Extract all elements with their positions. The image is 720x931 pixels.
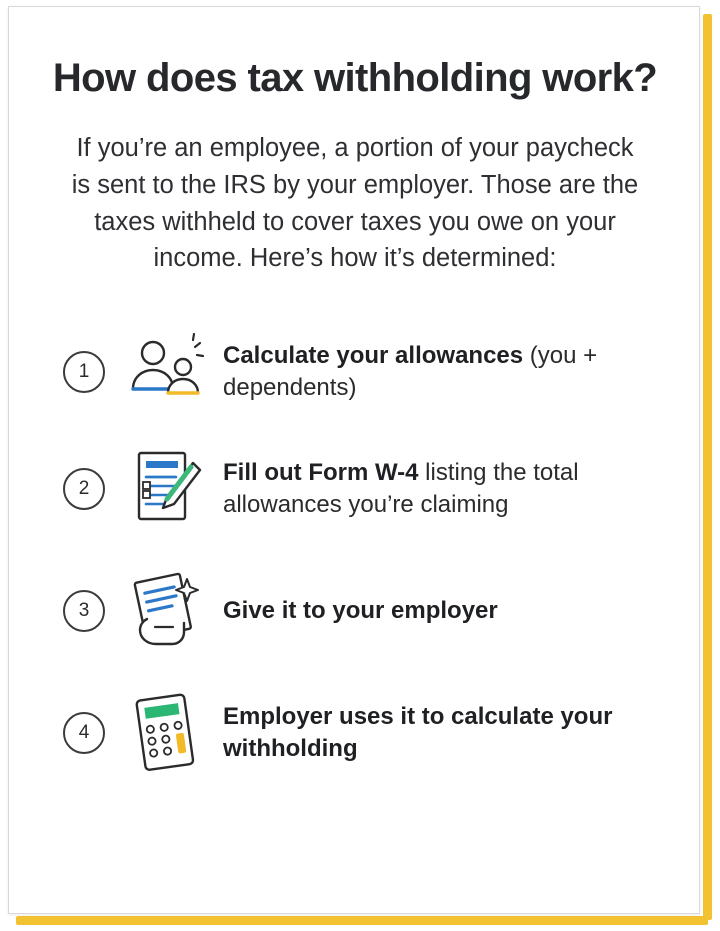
page-edge-accent-bottom	[16, 916, 708, 925]
page-edge-accent-right	[703, 14, 712, 920]
step-text	[223, 701, 647, 765]
list-item	[63, 685, 647, 781]
step-text	[223, 595, 647, 627]
list-item	[63, 441, 647, 537]
step-text-rest: (you + dependents)	[223, 342, 598, 402]
list-item	[63, 563, 647, 659]
infographic-card	[8, 6, 700, 914]
step-number-badge: 1	[63, 351, 105, 393]
step-number-badge: 2	[63, 468, 105, 510]
steps-list	[49, 329, 661, 781]
step-number-badge: 4	[63, 712, 105, 754]
list-item	[63, 329, 647, 415]
step-number-badge: 3	[63, 590, 105, 632]
hand-document-icon	[121, 563, 213, 659]
step-text-bold: Fill out Form W-4	[223, 459, 419, 487]
intro-paragraph: If you’re an employee, a portion of your paycheck is sent to the IRS by your employer. Those are the taxes withheld to cover taxes you owe on your income. Here’s how it’s determined:	[71, 134, 639, 273]
step-text-bold: Employer uses it to calculate your withholding	[223, 703, 613, 763]
people-icon	[121, 329, 213, 415]
step-text	[223, 340, 647, 404]
step-text	[223, 457, 647, 521]
step-text-bold: Give it to your employer	[223, 597, 498, 625]
form-pen-icon	[121, 441, 213, 537]
calculator-icon	[121, 685, 213, 781]
step-text-bold: Calculate your allowances	[223, 342, 524, 370]
page-title: How does tax withholding work?	[52, 56, 658, 100]
step-text-rest: listing the total allowances you’re claiming	[223, 459, 579, 519]
